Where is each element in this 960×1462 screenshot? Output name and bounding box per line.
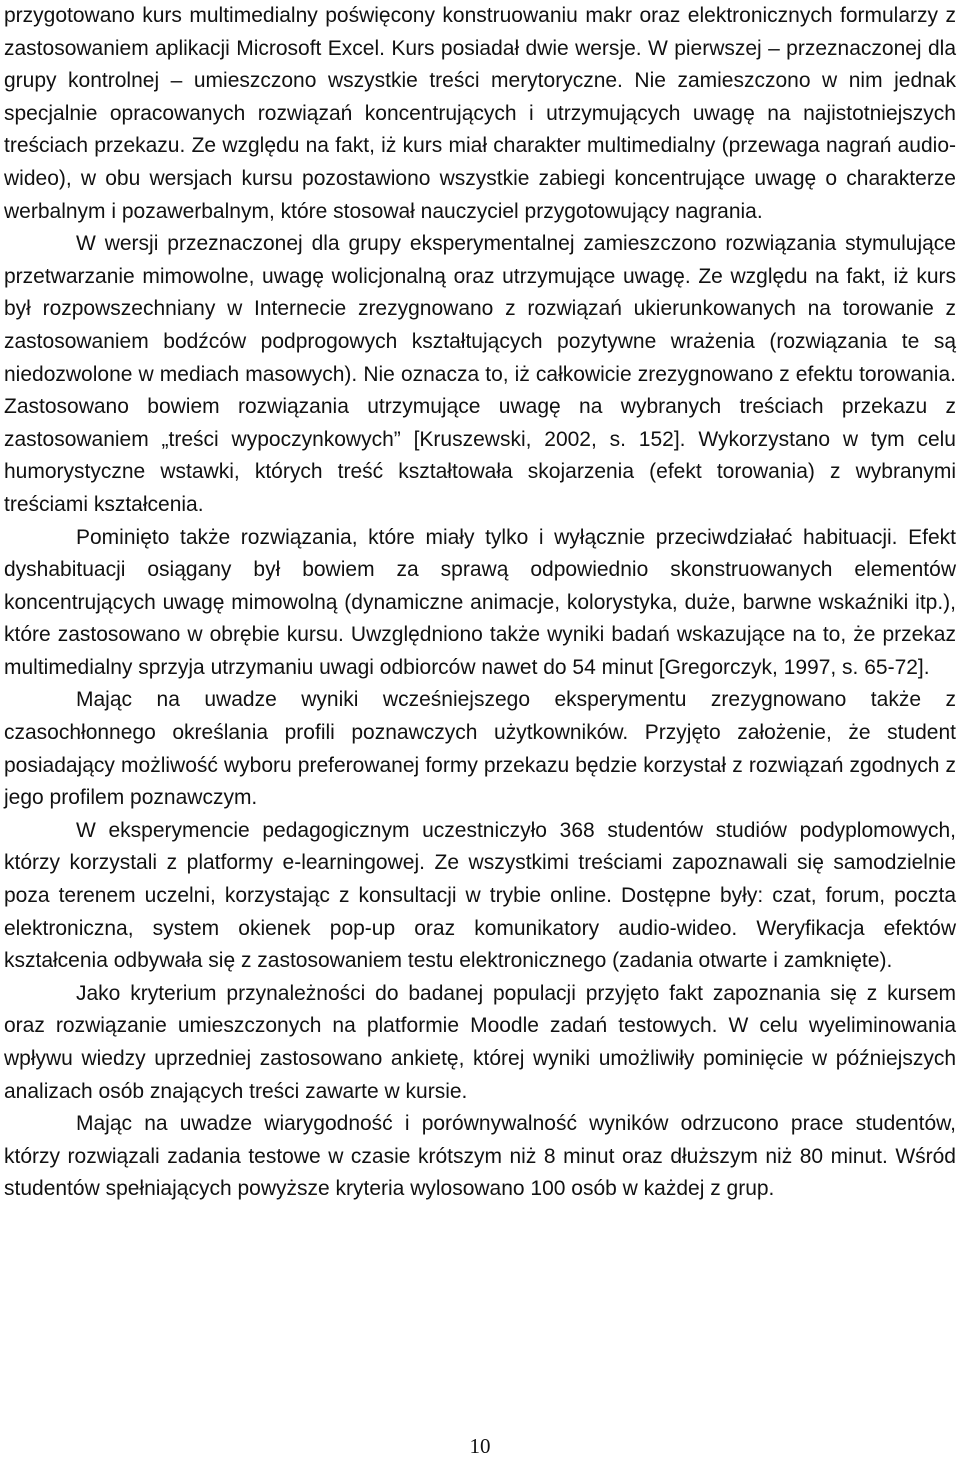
paragraph: W wersji przeznaczonej dla grupy eksperymentalnej zamieszczono rozwiązania stymulujące przetwarzanie mimowolne, uwagę wolicjonalną oraz utrzymujące uwagę. Ze względu na fakt, iż kurs był rozpowszechniany w Internecie zrezygnowano z rozwiązań ukierunkowanych na torowanie z zastosowaniem bodźców podprogowych kształtujących pozytywne wrażenia (rozwiązania te są niedozwolone w mediach masowych). Nie oznacza to, iż całkowicie zrezygnowano z efektu torowania. Zastosowano bowiem rozwiązania utrzymujące uwagę na wybranych treściach przekazu z zastosowaniem „treści wypoczynkowych” [Kruszewski, 2002, s. 152]. Wykorzystano w tym celu humorystyczne wstawki, których treść kształtowała skojarzenia (efekt torowania) z wybranymi treściami kształcenia.: [4, 232, 956, 516]
paragraph: Pominięto także rozwiązania, które miały tylko i wyłącznie przeciwdziałać habituacji. Efekt dyshabituacji osiągany był bowiem za sprawą odpowiednio skonstruowanych elementów koncentrujących uwagę mimowolną (dynamiczne animacje, kolorystyka, duże, barwne wskaźniki itp.), które zastosowano w obrębie kursu. Uwzględniono także wyniki badań wskazujące na to, że przekaz multimedialny sprzyja utrzymaniu uwagi odbiorców nawet do 54 minut [Gregorczyk, 1997, s. 65-72].: [4, 525, 956, 679]
paragraph: Jako kryterium przynależności do badanej populacji przyjęto fakt zapoznania się z kursem oraz rozwiązanie umieszczonych na platformie Moodle zadań testowych. W celu wyeliminowania wpływu wiedzy uprzedniej zastosowano ankietę, której wyniki umożliwiły pominięcie w późniejszych analizach osób znających treści zawarte w kursie.: [4, 981, 956, 1103]
paragraph: W eksperymencie pedagogicznym uczestniczyło 368 studentów studiów podyplomowych, którzy korzystali z platformy e-learningowej. Ze wszystkimi treściami zapoznawali się samodzielnie poza terenem uczelni, korzystając z konsultacji w trybie online. Dostępne były: czat, forum, poczta elektroniczna, system okienek pop-up oraz komunikatory audio-wideo. Weryfikacja efektów kształcenia odbywała się z zastosowaniem testu elektronicznego (zadania otwarte i zamknięte).: [4, 818, 956, 973]
document-body: [4, 0, 956, 1206]
paragraph: Mając na uwadze wyniki wcześniejszego eksperymentu zrezygnowano także z czasochłonnego określania profili poznawczych użytkowników. Przyjęto założenie, że student posiadający możliwość wyboru preferowanej formy przekazu będzie korzystał z rozwiązań zgodnych z jego profilem poznawczym.: [4, 688, 956, 810]
paragraph: Mając na uwadze wiarygodność i porównywalność wyników odrzucono prace studentów, którzy rozwiązali zadania testowe w czasie krótszym niż 8 minut oraz dłuższym niż 80 minut. Wśród studentów spełniających powyższe kryteria wylosowano 100 osób w każdej z grup.: [4, 1112, 956, 1201]
page-number: 10: [469, 1434, 491, 1458]
paragraph: przygotowano kurs multimedialny poświęcony konstruowaniu makr oraz elektronicznych formularzy z zastosowaniem aplikacji Microsoft Excel. Kurs posiadał dwie wersje. W pierwszej – przeznaczonej dla grupy kontrolnej – umieszczono wszystkie treści merytoryczne. Nie zamieszczono w nim jednak specjalnie opracowanych rozwiązań koncentrujących i utrzymujących uwagę na najistotniejszych treściach przekazu. Ze względu na fakt, iż kurs miał charakter multimedialny (przewaga nagrań audio-wideo), w obu wersjach kursu pozostawiono wszystkie zabiegi koncentrujące uwagę o charakterze werbalnym i pozawerbalnym, które stosował nauczyciel przygotowujący nagrania.: [4, 4, 956, 223]
